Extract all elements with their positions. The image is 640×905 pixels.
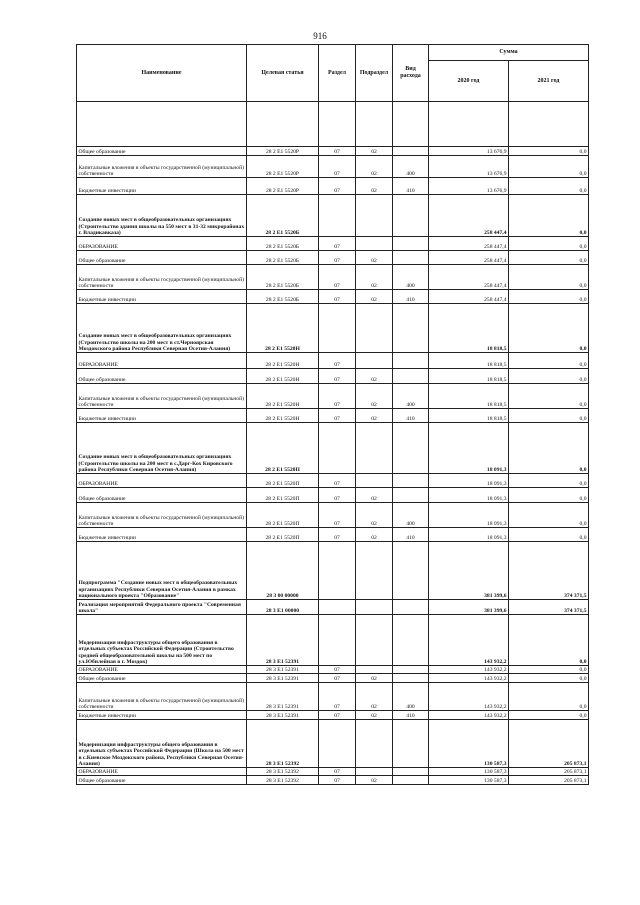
table-row	[77, 720, 589, 768]
cell-y2021: 0,0	[509, 265, 589, 290]
table-row	[77, 304, 589, 353]
cell-type	[393, 674, 429, 683]
table-row	[77, 776, 589, 785]
cell-article: 28 3 Е1 00000	[247, 600, 319, 615]
cell-name: Общее образование	[77, 674, 247, 683]
cell-name	[77, 102, 247, 147]
table-row	[77, 237, 589, 251]
cell-article: 28 3 00 00000	[247, 542, 319, 600]
cell-section: 07	[319, 178, 356, 195]
cell-article: 28 3 Е1 52391	[247, 711, 319, 720]
cell-subsection: 02	[356, 147, 393, 156]
header-section: Раздел	[319, 45, 356, 102]
cell-article: 28 2 Е1 5520Р	[247, 147, 319, 156]
table-row	[77, 178, 589, 195]
cell-subsection: 02	[356, 384, 393, 409]
cell-name: ОБРАЗОВАНИЕ	[77, 768, 247, 776]
cell-type	[393, 304, 429, 353]
cell-name: Бюджетные инвестиции	[77, 711, 247, 720]
cell-y2020: 18 818,5	[429, 304, 509, 353]
cell-type	[393, 776, 429, 785]
cell-name: Создание новых мест в общеобразовательных организациях (Строительство школы на 200 мест в ст.Черноярская Моздокского района Республики Северная Осетия-Алания)	[77, 304, 247, 353]
cell-type	[393, 474, 429, 488]
cell-y2021: 0,0	[509, 195, 589, 237]
cell-subsection	[356, 423, 393, 474]
table-row	[77, 409, 589, 423]
cell-y2020: 143 932,2	[429, 666, 509, 674]
cell-y2021: 0,0	[509, 178, 589, 195]
cell-y2021: 0,0	[509, 384, 589, 409]
cell-section: 07	[319, 666, 356, 674]
cell-y2021: 0,0	[509, 147, 589, 156]
cell-subsection	[356, 542, 393, 600]
cell-section: 07	[319, 265, 356, 290]
cell-y2020: 130 587,3	[429, 776, 509, 785]
table-row	[77, 600, 589, 615]
cell-y2020: 130 587,3	[429, 768, 509, 776]
cell-subsection: 02	[356, 265, 393, 290]
cell-y2020: 18 818,5	[429, 409, 509, 423]
cell-y2021: 0,0	[509, 711, 589, 720]
cell-article: 28 2 Е1 5520Р	[247, 178, 319, 195]
cell-type: 410	[393, 290, 429, 304]
cell-subsection: 02	[356, 711, 393, 720]
cell-y2020: 143 932,2	[429, 683, 509, 711]
cell-section: 07	[319, 369, 356, 384]
cell-subsection: 02	[356, 290, 393, 304]
cell-name: Создание новых мест в общеобразовательных организациях (Строительство здания школы на 550 мест в 31-32 микрорайонах г. Владикавказа)	[77, 195, 247, 237]
cell-section: 07	[319, 353, 356, 369]
table-row	[77, 156, 589, 178]
cell-name: ОБРАЗОВАНИЕ	[77, 474, 247, 488]
cell-type: 400	[393, 384, 429, 409]
cell-section	[319, 542, 356, 600]
cell-section	[319, 615, 356, 666]
cell-y2020: 18 818,5	[429, 353, 509, 369]
header-sum: Сумма	[429, 45, 589, 61]
cell-subsection: 02	[356, 683, 393, 711]
cell-type: 410	[393, 528, 429, 542]
cell-y2020: 18 091,3	[429, 423, 509, 474]
budget-table	[76, 44, 589, 785]
cell-section: 07	[319, 409, 356, 423]
table-body	[77, 102, 589, 785]
cell-type	[393, 542, 429, 600]
cell-y2021: 0,0	[509, 423, 589, 474]
cell-y2020: 143 932,2	[429, 711, 509, 720]
cell-type	[393, 423, 429, 474]
cell-name: ОБРАЗОВАНИЕ	[77, 353, 247, 369]
cell-article: 28 2 Е1 5520П	[247, 474, 319, 488]
cell-subsection: 02	[356, 776, 393, 785]
table-row	[77, 423, 589, 474]
cell-name: Капитальные вложения в объекты государственной (муниципальной) собственности	[77, 683, 247, 711]
cell-y2020: 18 091,3	[429, 528, 509, 542]
cell-section	[319, 423, 356, 474]
cell-article: 28 2 Е1 5520Б	[247, 251, 319, 265]
cell-subsection	[356, 474, 393, 488]
cell-article: 28 2 Е1 5520П	[247, 423, 319, 474]
cell-y2020: 381 399,6	[429, 542, 509, 600]
cell-type	[393, 251, 429, 265]
table-row	[77, 251, 589, 265]
cell-subsection: 02	[356, 156, 393, 178]
cell-subsection: 02	[356, 488, 393, 503]
cell-y2021: 0,0	[509, 683, 589, 711]
table-row	[77, 674, 589, 683]
cell-y2020: 13 676,9	[429, 156, 509, 178]
table-row	[77, 666, 589, 674]
cell-name: ОБРАЗОВАНИЕ	[77, 237, 247, 251]
cell-y2021: 0,0	[509, 666, 589, 674]
cell-type	[393, 195, 429, 237]
cell-article: 28 3 Е1 52391	[247, 666, 319, 674]
cell-y2021: 0,0	[509, 369, 589, 384]
cell-section: 07	[319, 776, 356, 785]
cell-subsection	[356, 615, 393, 666]
cell-type: 410	[393, 409, 429, 423]
cell-subsection: 02	[356, 528, 393, 542]
cell-article: 28 2 Е1 5520Н	[247, 304, 319, 353]
cell-type	[393, 768, 429, 776]
cell-subsection	[356, 600, 393, 615]
cell-y2021: 0,0	[509, 304, 589, 353]
table-row	[77, 528, 589, 542]
cell-section: 07	[319, 156, 356, 178]
cell-article: 28 3 Е1 52391	[247, 615, 319, 666]
cell-y2021: 205 873,1	[509, 768, 589, 776]
cell-y2021: 0,0	[509, 674, 589, 683]
cell-article: 28 3 Е1 52391	[247, 683, 319, 711]
cell-y2021: 0,0	[509, 237, 589, 251]
cell-type	[393, 666, 429, 674]
cell-subsection: 02	[356, 503, 393, 528]
cell-type	[393, 488, 429, 503]
cell-y2020: 18 091,3	[429, 503, 509, 528]
cell-section: 07	[319, 683, 356, 711]
cell-article: 28 2 Е1 5520Н	[247, 409, 319, 423]
cell-section: 07	[319, 528, 356, 542]
cell-y2021: 0,0	[509, 474, 589, 488]
cell-y2020: 258 447,4	[429, 195, 509, 237]
table-row	[77, 488, 589, 503]
cell-subsection	[356, 720, 393, 768]
cell-subsection	[356, 353, 393, 369]
cell-name: Общее образование	[77, 251, 247, 265]
table-row	[77, 384, 589, 409]
cell-name: Бюджетные инвестиции	[77, 178, 247, 195]
cell-subsection	[356, 237, 393, 251]
cell-name: Капитальные вложения в объекты государственной (муниципальной) собственности	[77, 265, 247, 290]
table-row	[77, 683, 589, 711]
cell-y2021: 0,0	[509, 409, 589, 423]
cell-name: Реализация мероприятий Федерального проекта "Современная школа"	[77, 600, 247, 615]
cell-section	[319, 600, 356, 615]
cell-section: 07	[319, 503, 356, 528]
cell-name: Бюджетные инвестиции	[77, 409, 247, 423]
table-row	[77, 503, 589, 528]
cell-type	[393, 369, 429, 384]
cell-section: 07	[319, 474, 356, 488]
cell-y2021: 205 873,1	[509, 776, 589, 785]
cell-name: Общее образование	[77, 369, 247, 384]
cell-article: 28 3 Е1 52392	[247, 768, 319, 776]
table-row	[77, 265, 589, 290]
cell-subsection	[356, 666, 393, 674]
cell-article: 28 3 Е1 52392	[247, 776, 319, 785]
cell-name: Капитальные вложения в объекты государственной (муниципальной) собственности	[77, 384, 247, 409]
cell-name: Общее образование	[77, 488, 247, 503]
cell-subsection: 02	[356, 409, 393, 423]
table-row	[77, 195, 589, 237]
cell-subsection	[356, 768, 393, 776]
cell-y2020: 258 447,4	[429, 290, 509, 304]
cell-article: 28 2 Е1 5520Б	[247, 195, 319, 237]
table-row	[77, 542, 589, 600]
cell-article: 28 3 Е1 52392	[247, 720, 319, 768]
cell-section	[319, 720, 356, 768]
cell-section	[319, 304, 356, 353]
cell-section: 07	[319, 251, 356, 265]
cell-type: 410	[393, 178, 429, 195]
cell-type: 400	[393, 503, 429, 528]
cell-y2021: 0,0	[509, 251, 589, 265]
cell-y2021: 0,0	[509, 503, 589, 528]
cell-name: Подпрограмма "Создание новых мест в общеобразовательных организациях Республики Северная Осетия-Алания в рамках национального проекта "Образование"	[77, 542, 247, 600]
page-number: 916	[313, 31, 327, 41]
cell-y2020: 13 676,9	[429, 178, 509, 195]
cell-subsection	[356, 195, 393, 237]
header-expense-type: Вид расхода	[393, 45, 429, 102]
cell-section: 07	[319, 711, 356, 720]
header-subsection: Подраздел	[356, 45, 393, 102]
cell-y2021: 374 371,5	[509, 600, 589, 615]
cell-name: Бюджетные инвестиции	[77, 528, 247, 542]
cell-subsection: 02	[356, 674, 393, 683]
cell-type: 410	[393, 711, 429, 720]
cell-article: 28 2 Е1 5520Н	[247, 353, 319, 369]
cell-section	[319, 195, 356, 237]
cell-name: Общее образование	[77, 776, 247, 785]
cell-section: 07	[319, 290, 356, 304]
table-row	[77, 768, 589, 776]
cell-article: 28 3 Е1 52391	[247, 674, 319, 683]
cell-y2021: 0,0	[509, 290, 589, 304]
cell-name: Капитальные вложения в объекты государственной (муниципальной) собственности	[77, 503, 247, 528]
cell-article: 28 2 Е1 5520Р	[247, 156, 319, 178]
cell-name: Модернизация инфраструктуры общего образования в отдельных субъектах Российской Федерации (Школа на 500 мест в с.Киевское Моздокского района, Республики Северная Осетия-Алания)	[77, 720, 247, 768]
cell-y2020: 143 932,2	[429, 674, 509, 683]
table-row	[77, 147, 589, 156]
cell-section: 07	[319, 147, 356, 156]
cell-article: 28 2 Е1 5520Б	[247, 290, 319, 304]
cell-type	[393, 147, 429, 156]
cell-article: 28 2 Е1 5520П	[247, 503, 319, 528]
header-2021: 2021 год	[509, 61, 589, 102]
cell-y2021	[509, 102, 589, 147]
cell-y2021: 0,0	[509, 353, 589, 369]
cell-type	[393, 102, 429, 147]
cell-section: 07	[319, 237, 356, 251]
cell-type: 400	[393, 265, 429, 290]
header-name: Наименование	[77, 45, 247, 102]
cell-subsection: 02	[356, 369, 393, 384]
cell-name: Модернизация инфраструктуры общего образования в отдельных субъектах Российской Федерации (Строительство средней общеобразовательной школы на 500 мест по ул.Юбилейная в г. Моздок)	[77, 615, 247, 666]
cell-name: Бюджетные инвестиции	[77, 290, 247, 304]
cell-y2020: 258 447,4	[429, 237, 509, 251]
cell-type	[393, 237, 429, 251]
cell-y2020: 13 676,9	[429, 147, 509, 156]
cell-article: 28 2 Е1 5520Н	[247, 384, 319, 409]
cell-y2020: 258 447,4	[429, 265, 509, 290]
cell-y2020: 143 932,2	[429, 615, 509, 666]
cell-section	[319, 102, 356, 147]
cell-section: 07	[319, 384, 356, 409]
cell-y2020: 258 447,4	[429, 251, 509, 265]
cell-y2020: 381 399,6	[429, 600, 509, 615]
table-row	[77, 615, 589, 666]
cell-type: 400	[393, 156, 429, 178]
cell-y2020: 18 818,5	[429, 369, 509, 384]
cell-name: Общее образование	[77, 147, 247, 156]
cell-type	[393, 353, 429, 369]
cell-y2021: 374 371,5	[509, 542, 589, 600]
table-row	[77, 102, 589, 147]
cell-type	[393, 720, 429, 768]
table-row	[77, 474, 589, 488]
cell-y2021: 0,0	[509, 615, 589, 666]
cell-section: 07	[319, 768, 356, 776]
cell-subsection	[356, 102, 393, 147]
cell-article: 28 2 Е1 5520Б	[247, 265, 319, 290]
cell-section: 07	[319, 488, 356, 503]
cell-article: 28 2 Е1 5520П	[247, 528, 319, 542]
cell-article: 28 2 Е1 5520Б	[247, 237, 319, 251]
header-2020: 2020 год	[429, 61, 509, 102]
cell-y2020: 18 091,3	[429, 474, 509, 488]
cell-y2020: 18 818,5	[429, 384, 509, 409]
cell-y2020	[429, 102, 509, 147]
cell-y2021: 0,0	[509, 488, 589, 503]
cell-y2021: 0,0	[509, 528, 589, 542]
table-row	[77, 290, 589, 304]
cell-y2021: 205 873,1	[509, 720, 589, 768]
cell-name: Создание новых мест в общеобразовательных организациях (Строительство школы на 200 мест в с.Дарг-Кох Кировского района Республики Северная Осетия-Алания)	[77, 423, 247, 474]
cell-y2021: 0,0	[509, 156, 589, 178]
cell-subsection: 02	[356, 251, 393, 265]
cell-type: 400	[393, 683, 429, 711]
cell-article: 28 2 Е1 5520Н	[247, 369, 319, 384]
table-row	[77, 353, 589, 369]
cell-section: 07	[319, 674, 356, 683]
cell-type	[393, 600, 429, 615]
header-article: Целевая статья	[247, 45, 319, 102]
cell-y2020: 18 091,3	[429, 488, 509, 503]
table-row	[77, 369, 589, 384]
cell-subsection: 02	[356, 178, 393, 195]
cell-name: Капитальные вложения в объекты государственной (муниципальной) собственности	[77, 156, 247, 178]
cell-subsection	[356, 304, 393, 353]
cell-type	[393, 615, 429, 666]
cell-article	[247, 102, 319, 147]
cell-y2020: 130 587,3	[429, 720, 509, 768]
table-row	[77, 711, 589, 720]
cell-article: 28 2 Е1 5520П	[247, 488, 319, 503]
cell-name: ОБРАЗОВАНИЕ	[77, 666, 247, 674]
